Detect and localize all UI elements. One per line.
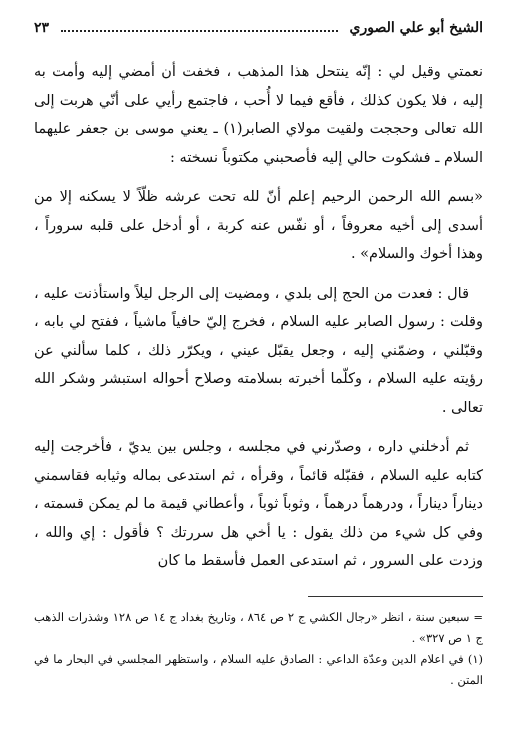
footnote-separator — [308, 596, 483, 597]
running-title: الشيخ أبو علي الصوري — [349, 20, 483, 36]
running-header — [34, 20, 483, 46]
footnote-1: (١) في اعلام الدين وعدّة الداعي : الصادق عليه السلام ، واستظهر المجلسي في البحار ما في المتن . — [34, 651, 483, 687]
footnote-continued: = سبعين سنة ، انظر «رجال الكشي ج ٢ ص ٨٦٤ ، وتاريخ بغداد ج ١٤ ص ١٢٨ وشذرات الذهب ج ١ ص ٣٢٧» . — [34, 609, 483, 645]
footnotes — [34, 607, 483, 691]
paragraph-3: قال : فعدت من الحج إلى بلدي ، ومضيت إلى الرجل ليلاً واستأذنت عليه ، وقلت : رسول الصابر عليه السلام ، فخرج إليّ حافياً ماشياً ، ففتح لي بابه ، وقبّلني ، وضمّني إليه ، وجعل يقبّل عيني ، ويكرّر ذلك ، كلما سألني عن رؤيته عليه السلام ، وكلّما أخبرته بسلامته وصلاح أحواله استبشر وشكر الله تعالى . — [34, 285, 483, 416]
page-number: ٢٣ — [34, 20, 50, 36]
paragraph-2-quote: «بسم الله الرحمن الرحيم إعلم أنّ لله تحت عرشه ظلّاً لا يسكنه إلا من أسدى إلى أخيه معروفاً ، أو نفّس عنه كربة ، أو أدخل على قلبه سروراً ، وهذا أخوك والسلام» . — [34, 189, 483, 262]
paragraph-1: نعمتي وقيل لي : إنّه ينتحل هذا المذهب ، فخفت أن أمضي إليه وأمت به إليه ، فلا يكون كذلك ، فأقع فيما لا أُحب ، فاجتمع رأيي على أنّي هربت إلى الله تعالى وحججت ولقيت مولاي الصابر(١) ـ يعني موسى بن جعفر عليهما السلام ـ فشكوت حالي إليه فأصحبني مكتوباً نسخته : — [34, 64, 483, 166]
main-text — [34, 58, 483, 576]
header-dot-leader — [61, 20, 338, 32]
paragraph-4: ثم أدخلني داره ، وصدّرني في مجلسه ، وجلس بين يديّ ، فأخرجت إليه كتابه عليه السلام ، فقبّله قائماً ، وقرأه ، ثم استدعى بماله وثيابه فقاسمني ديناراً ديناراً ، ودرهماً درهماً ، وثوباً ثوباً ، وأعطاني قيمة ما لم يمكن قسمته ، وفي كل شيء من ذلك يقول : يا أخي هل سررتك ؟ فأقول : إي والله ، وزدت على السرور ، ثم استدعى العمل فأسقط ما كان — [34, 439, 483, 569]
